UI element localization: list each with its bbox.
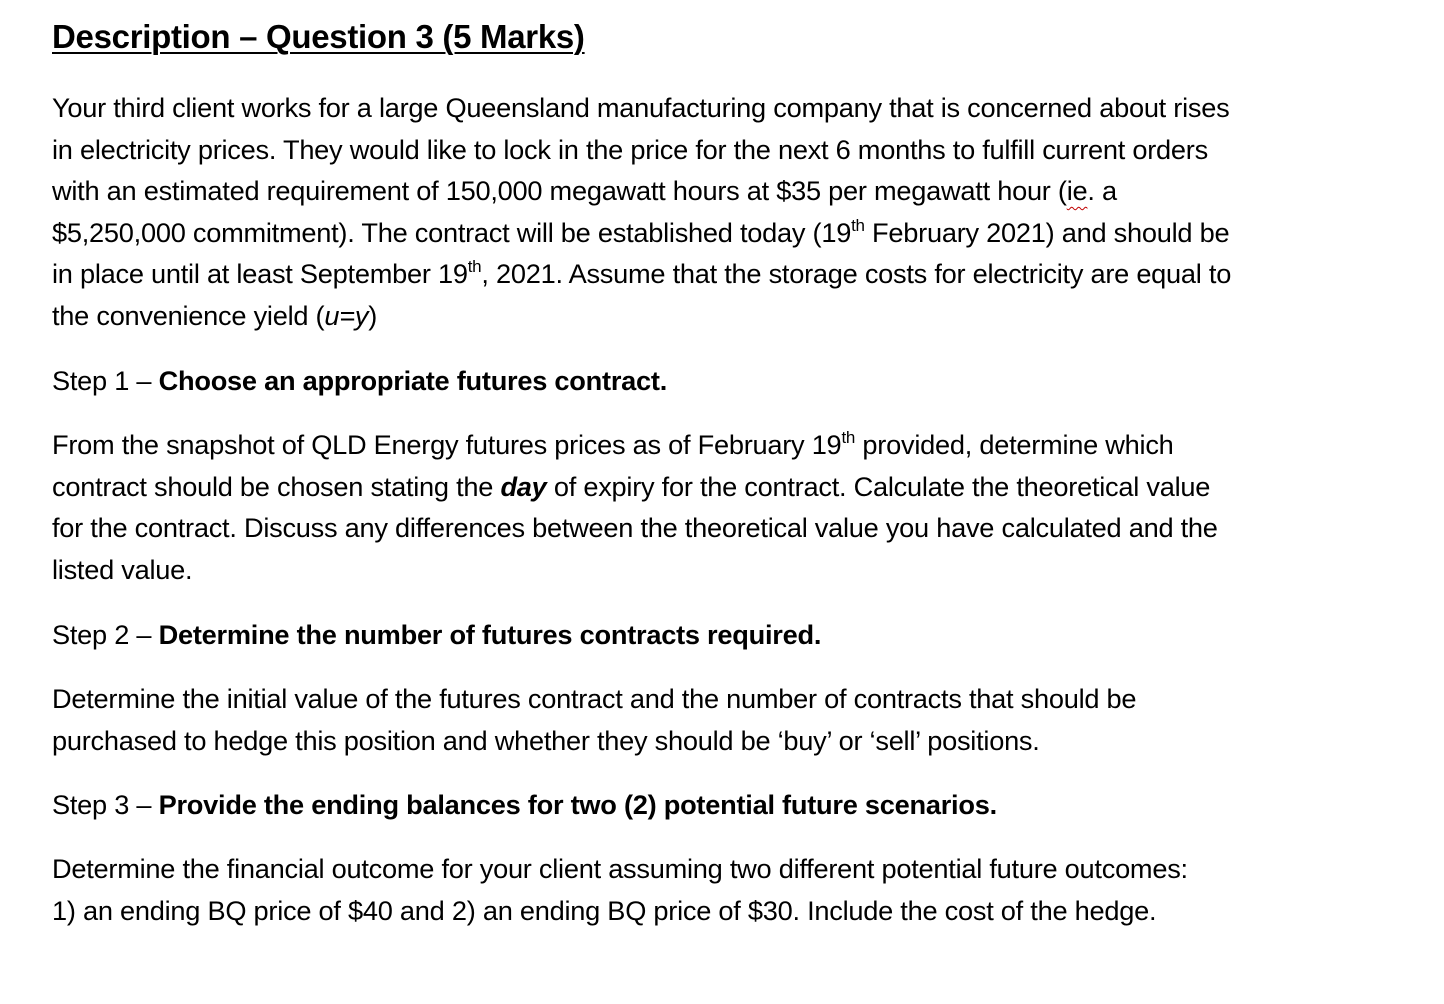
step-1-heading: Step 1 – Choose an appropriate futures contract. [52,365,667,396]
spelling-flag: ie [1066,175,1088,206]
step-1-paragraph [52,424,1382,590]
question-heading: Description – Question 3 (5 Marks) [52,18,585,55]
step-2-line-2: purchased to hedge this position and whether they should be ‘buy’ or ‘sell’ positions. [52,724,1040,756]
step-1-line-2: contract should be chosen stating the day of expiry for the contract. Calculate the theoretical value [52,470,1211,502]
intro-line-2: in electricity prices. They would like to lock in the price for the next 6 months to fulfill current orders [52,133,1208,165]
step-1-line-3: for the contract. Discuss any differences between the theoretical value you have calculated and the [52,512,1218,543]
intro-line-4: $5,250,000 commitment). The contract will be established today (19th February 2021) and should be [52,215,1230,248]
step-3-line-1: Determine the financial outcome for your client assuming two different potential future outcomes: [52,853,1188,884]
intro-line-3: with an estimated requirement of 150,000 megawatt hours at $35 per megawatt hour (ie. a [52,175,1117,206]
intro-line-1: Your third client works for a large Queensland manufacturing company that is concerned about rises [52,92,1230,123]
intro-line-6: the convenience yield (u=y) [52,299,377,331]
step-3-heading: Step 3 – Provide the ending balances for two (2) potential future scenarios. [52,789,997,820]
step-2-line-1: Determine the initial value of the futures contract and the number of contracts that should be [52,683,1137,714]
step-1-line-1: From the snapshot of QLD Energy futures prices as of February 19th provided, determine which [52,428,1174,460]
intro-paragraph [52,87,1382,336]
intro-line-5: in place until at least September 19th, 2021. Assume that the storage costs for electricity are equal to [52,257,1232,289]
step-1-line-4: listed value. [52,553,193,585]
step-2-paragraph [52,678,1382,761]
step-3-line-2: 1) an ending BQ price of $40 and 2) an ending BQ price of $30. Include the cost of the hedge. [52,894,1157,926]
step-3-paragraph [52,848,1382,931]
step-2-heading: Step 2 – Determine the number of futures contracts required. [52,619,822,650]
